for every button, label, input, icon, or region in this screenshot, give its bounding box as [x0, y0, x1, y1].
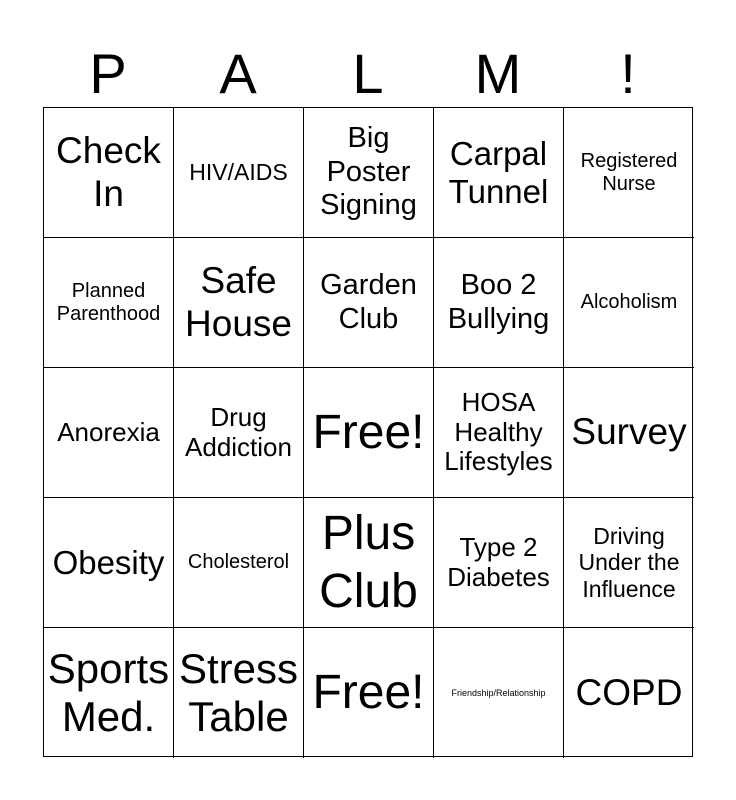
bingo-cell[interactable] — [44, 108, 174, 238]
bingo-cell[interactable] — [44, 628, 174, 758]
cell-text: Friendship/Relationship — [451, 687, 546, 698]
cell-text: Stress Table — [178, 644, 299, 740]
cell-text: Registered Nurse — [580, 149, 678, 195]
cell-text: COPD — [575, 671, 683, 713]
header-letter-a: A — [219, 42, 257, 105]
cell-text: Anorexia — [57, 416, 160, 447]
bingo-cell[interactable] — [174, 628, 304, 758]
bingo-cell[interactable] — [44, 238, 174, 368]
bingo-cell[interactable] — [564, 498, 694, 628]
bingo-board — [43, 107, 693, 757]
bingo-cell[interactable] — [174, 498, 304, 628]
header-letter-p: P — [89, 42, 127, 105]
bingo-cell[interactable] — [564, 108, 694, 238]
bingo-cell[interactable] — [304, 498, 434, 628]
cell-text: Big Poster Signing — [320, 122, 417, 222]
cell-text: Safe House — [185, 259, 292, 344]
header-exclamation: ! — [620, 42, 636, 105]
cell-text: Free! — [312, 666, 425, 720]
cell-text: Drug Addiction — [185, 401, 292, 462]
bingo-cell[interactable] — [564, 238, 694, 368]
cell-text: Carpal Tunnel — [448, 134, 549, 210]
cell-text: Obesity — [52, 543, 165, 581]
cell-text: Sports Med. — [47, 644, 170, 740]
cell-text: Plus Club — [319, 506, 418, 618]
cell-text: Type 2 Diabetes — [447, 531, 550, 592]
free-space[interactable] — [304, 368, 434, 498]
bingo-cell[interactable] — [564, 628, 694, 758]
bingo-cell[interactable] — [434, 368, 564, 498]
cell-text: Boo 2 Bullying — [447, 269, 550, 335]
bingo-cell[interactable] — [44, 368, 174, 498]
bingo-cell[interactable] — [44, 498, 174, 628]
cell-text: Survey — [571, 411, 687, 453]
cell-text: Free! — [312, 405, 425, 459]
cell-text: Driving Under the Influence — [578, 522, 680, 602]
cell-text: HOSA Healthy Lifestyles — [444, 386, 553, 477]
cell-text: HIV/AIDS — [189, 159, 288, 186]
bingo-cell[interactable] — [304, 108, 434, 238]
bingo-cell[interactable] — [434, 108, 564, 238]
cell-text: Garden Club — [320, 269, 417, 335]
bingo-cell[interactable] — [304, 238, 434, 368]
cell-text: Planned Parenthood — [56, 279, 161, 325]
bingo-cell[interactable] — [434, 628, 564, 758]
bingo-cell[interactable] — [434, 498, 564, 628]
cell-text: Alcoholism — [580, 291, 678, 313]
header-letter-l: L — [352, 42, 384, 105]
bingo-cell[interactable] — [434, 238, 564, 368]
cell-text: Cholesterol — [187, 551, 290, 573]
bingo-cell[interactable] — [174, 238, 304, 368]
bingo-cell[interactable] — [174, 368, 304, 498]
free-space[interactable] — [304, 628, 434, 758]
bingo-cell[interactable] — [174, 108, 304, 238]
header-letter-m: M — [474, 42, 522, 105]
bingo-header — [43, 42, 693, 106]
cell-text: Check In — [56, 129, 161, 214]
bingo-cell[interactable] — [564, 368, 694, 498]
